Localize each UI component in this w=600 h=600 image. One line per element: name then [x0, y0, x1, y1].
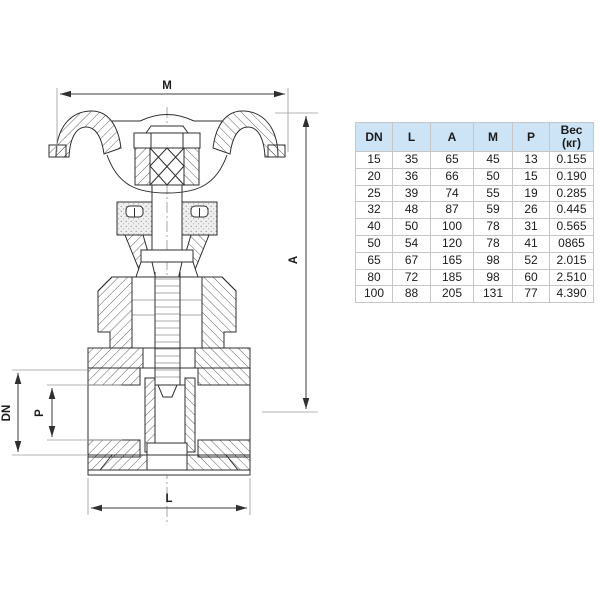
- body-wall-left-bottom: [88, 440, 140, 457]
- table-cell: 32: [356, 202, 393, 219]
- table-cell: 50: [393, 219, 431, 236]
- table-header-cell: M: [474, 123, 513, 152]
- table-cell: 78: [474, 219, 513, 236]
- table-cell: 0.445: [550, 202, 594, 219]
- table-cell: 100: [431, 219, 474, 236]
- table-row: [356, 219, 594, 236]
- table-body: [356, 152, 594, 303]
- table-cell: 55: [474, 185, 513, 202]
- table-cell: 40: [356, 219, 393, 236]
- table-cell: 60: [513, 269, 550, 286]
- table-row: [356, 269, 594, 286]
- table-cell: 54: [393, 235, 431, 252]
- table-cell: 52: [513, 252, 550, 269]
- table-cell: 98: [474, 269, 513, 286]
- dimension-l: [88, 478, 250, 515]
- table-cell: 26: [513, 202, 550, 219]
- table-cell: 15: [513, 168, 550, 185]
- table-cell: 0.565: [550, 219, 594, 236]
- table-row: [356, 252, 594, 269]
- dimension-l-label: L: [165, 493, 173, 505]
- table-row: [356, 202, 594, 219]
- table-cell: 31: [513, 219, 550, 236]
- table-cell: 87: [431, 202, 474, 219]
- table-header-cell: L: [393, 123, 431, 152]
- table-cell: 4.390: [550, 286, 594, 303]
- dimension-dn-label: DN: [1, 404, 13, 422]
- table-cell: 78: [474, 235, 513, 252]
- table-cell: 72: [393, 269, 431, 286]
- bonnet: [98, 277, 236, 348]
- dimension-m-label: M: [162, 80, 172, 92]
- table-cell: 41: [513, 235, 550, 252]
- table-cell: 65: [356, 252, 393, 269]
- table-cell: 120: [431, 235, 474, 252]
- table-cell: 77: [513, 286, 550, 303]
- table-row: [356, 286, 594, 303]
- gate-seat: [147, 443, 187, 455]
- table-cell: 205: [431, 286, 474, 303]
- table-cell: 100: [356, 286, 393, 303]
- table-cell: 50: [474, 168, 513, 185]
- table-cell: 74: [431, 185, 474, 202]
- table-cell: 48: [393, 202, 431, 219]
- table-cell: 0.285: [550, 185, 594, 202]
- table-header-cell: Вес (кг): [550, 123, 594, 152]
- table-cell: 19: [513, 185, 550, 202]
- dimension-p-label: P: [34, 409, 46, 417]
- valve-body: [88, 368, 250, 475]
- dimension-a: [262, 113, 318, 412]
- table-row: [356, 185, 594, 202]
- dimensions-table: [355, 122, 594, 303]
- table-cell: 185: [431, 269, 474, 286]
- table-row: [356, 168, 594, 185]
- table-cell: 13: [513, 152, 550, 169]
- wheel-rim-section-right: [268, 145, 285, 157]
- body-flange: [88, 348, 250, 368]
- stem-nut: [134, 126, 200, 148]
- table-cell: 80: [356, 269, 393, 286]
- table-cell: 20: [356, 168, 393, 185]
- packing-collar: [141, 250, 193, 262]
- table-cell: 2.015: [550, 252, 594, 269]
- table-cell: 65: [431, 152, 474, 169]
- table-cell: 50: [356, 235, 393, 252]
- table-row: [356, 235, 594, 252]
- wheel-hub: [135, 148, 199, 185]
- table-cell: 39: [393, 185, 431, 202]
- table-cell: 15: [356, 152, 393, 169]
- table-cell: 25: [356, 185, 393, 202]
- table-cell: 0.155: [550, 152, 594, 169]
- gate-guide-right: [185, 378, 195, 452]
- table-cell: 98: [474, 252, 513, 269]
- table-cell: 165: [431, 252, 474, 269]
- gate-guide-left: [145, 378, 155, 452]
- table-cell: 2.510: [550, 269, 594, 286]
- dimension-a-label: A: [288, 255, 300, 265]
- table-cell: 45: [474, 152, 513, 169]
- table-header-row: [356, 123, 594, 152]
- body-wall-right-bottom: [198, 440, 250, 457]
- table-cell: 0.190: [550, 168, 594, 185]
- table-cell: 131: [474, 286, 513, 303]
- table-cell: 36: [393, 168, 431, 185]
- table-cell: 67: [393, 252, 431, 269]
- table-header-cell: P: [513, 123, 550, 152]
- table-header-cell: DN: [356, 123, 393, 152]
- wheel-rim-section-left: [49, 145, 66, 157]
- body-wall-left-top: [88, 368, 140, 385]
- table-cell: 66: [431, 168, 474, 185]
- table-row: [356, 152, 594, 169]
- table-cell: 59: [474, 202, 513, 219]
- table-header-cell: A: [431, 123, 474, 152]
- body-wall-right-top: [198, 368, 250, 385]
- table-cell: 0865: [550, 235, 594, 252]
- table-cell: 35: [393, 152, 431, 169]
- table-cell: 88: [393, 286, 431, 303]
